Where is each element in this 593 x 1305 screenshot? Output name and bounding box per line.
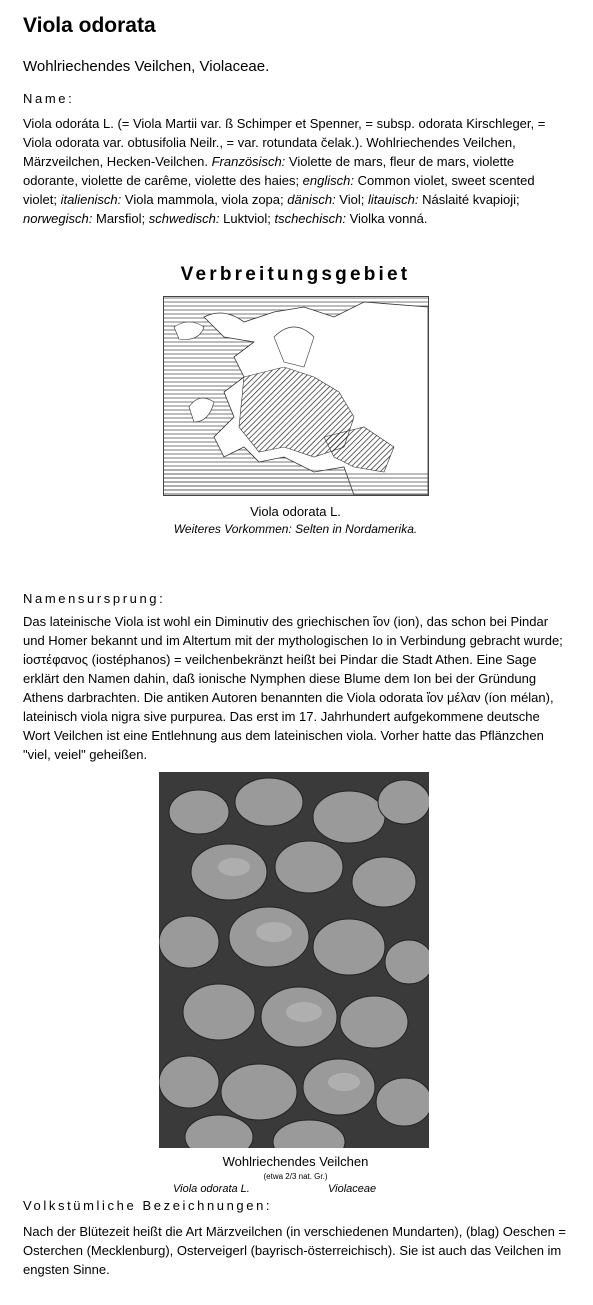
namensursprung-paragraph: Das lateinische Viola ist wohl ein Diminutiv des griechischen ἴον (ion), das schon bei Pindar und Homer bekannt und im Altertum mit der mythologischen Io in Verbindung gebracht wurde; ἰοστέφανος (iostéphanos) = veilchenbekränzt heißt bei Pindar die Stadt Athen. Eine Sage erklärt den Namen dahin, daß ionische Nymphen diese Blume dem Ion bei der Gründung Athens darbrachten. Die antiken Autoren benannten die Viola odorata ἴον μέλαν (íon mélan), lateinisch viola nigra sive purpurea. Das erst im 17. Jahrhundert aufgekommene deutsche Wort Veilchen ist eine Entlehnung aus dem lateinischen viola. Vorher hatte das Pflänzchen "viel, veiel" geheißen.	[23, 614, 563, 762]
europe-map-image	[164, 297, 428, 495]
distribution-map	[163, 296, 429, 496]
photo-family: Violaceae	[328, 1183, 377, 1195]
photo-scale: (etwa 2/3 nat. Gr.)	[263, 1172, 328, 1181]
photo-caption: Wohlriechendes Veilchen	[222, 1154, 369, 1169]
section-heading-name: Name:	[23, 91, 75, 106]
page-title: Viola odorata	[23, 14, 156, 37]
map-caption: Viola odorata L.	[250, 504, 341, 519]
page-subtitle: Wohlriechendes Veilchen, Violaceae.	[23, 58, 270, 75]
map-heading: Verbreitungsgebiet	[180, 264, 411, 285]
section-heading-volk: Volkstümliche Bezeichnungen:	[23, 1198, 273, 1213]
violet-leaves-image	[159, 772, 429, 1148]
map-note: Weiteres Vorkommen: Selten in Nordamerika.	[173, 522, 418, 536]
photo-species: Viola odorata L.	[173, 1183, 250, 1195]
name-paragraph: Viola odoráta L. (= Viola Martii var. ß Schimper et Spenner, = subsp. odorata Kirschleger, = Viola odorata var. obtusifolia Neilr., = var. rotundata čelak.). Wohlriechendes Veilchen, Märzveilchen, Hecken-Veilchen. Französisch: Violette de mars, fleur de mars, violette odorante, violette de carême, violette des haies; englisch: Common violet, sweet scented violet; italienisch: Viola mammola, viola zopa; dänisch: Viol; litauisch: Náslaité kvapioji; norwegisch: Marsfiol; schwedisch: Luktviol; tschechisch: Violka vonná.	[23, 116, 546, 226]
volk-paragraph: Nach der Blütezeit heißt die Art Märzveilchen (in verschiedenen Mundarten), (blag) Oeschen = Osterchen (Mecklenburg), Osterveigerl (bayrisch-österreichisch). Sie ist auch das Veilchen im engsten Sinne.	[23, 1224, 567, 1277]
violet-photo	[159, 772, 429, 1148]
section-heading-namensursprung: Namensursprung:	[23, 591, 166, 606]
